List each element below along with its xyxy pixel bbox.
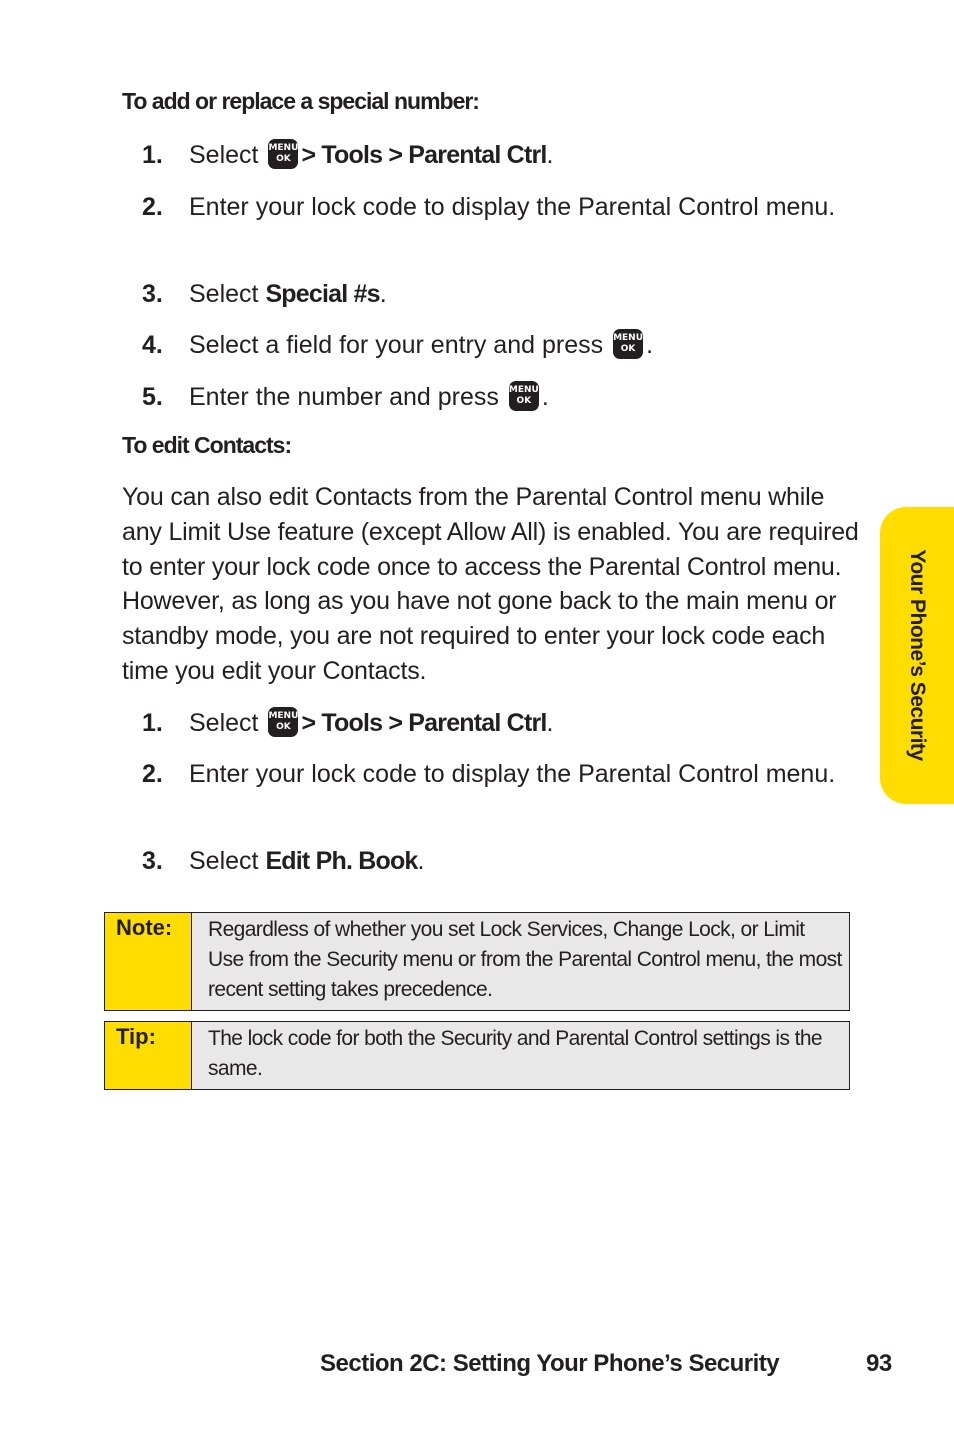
step-number: 3. <box>142 280 163 308</box>
menu-ok-key-icon: MENU OK <box>268 707 298 737</box>
tip-label: Tip: <box>116 1024 156 1049</box>
menu-option: Edit Ph. Book <box>265 847 418 875</box>
step-text: Enter your lock code to display the Parental Control menu. <box>189 193 836 221</box>
step-number: 1. <box>142 709 163 737</box>
step-text: Select Special #s. <box>189 280 387 308</box>
step-text: Select Edit Ph. Book. <box>189 847 425 875</box>
note-text: Regardless of whether you set Lock Services, Change Lock, or Limit Use from the Security menu or from the Parental Control menu, the most recent setting takes precedence. <box>208 918 842 1001</box>
menu-ok-key-icon: MENU OK <box>613 329 643 359</box>
tip-box <box>104 1021 850 1090</box>
section-heading-edit-contacts: To edit Contacts: <box>122 432 292 458</box>
note-box <box>104 912 850 1011</box>
tip-label-cell <box>105 1022 192 1089</box>
side-section-tab <box>880 507 954 804</box>
step-text: Select MENU OK > Tools > Parental Ctrl. <box>189 141 554 169</box>
step-number: 5. <box>142 383 163 411</box>
menu-path: > Tools > Parental Ctrl <box>301 709 547 737</box>
note-label-cell <box>105 913 192 1010</box>
side-tab-label: Your Phone’s Security <box>906 549 929 761</box>
note-label: Note: <box>116 915 173 940</box>
step-number: 2. <box>142 760 163 788</box>
tip-text: The lock code for both the Security and Parental Control settings is the same. <box>208 1027 822 1080</box>
step-number: 2. <box>142 193 163 221</box>
menu-ok-key-icon: MENU OK <box>509 381 539 411</box>
body-paragraph: You can also edit Contacts from the Parental Control menu while any Limit Use feature (except Allow All) is enabled. You are required to enter your lock code once to access the Parental Control menu. However, as long as you have not gone back to the main menu or standby mode, you are not required to enter your lock code each time you edit your Contacts. <box>122 483 859 685</box>
menu-option: Special #s <box>265 280 380 308</box>
page-number: 93 <box>866 1350 892 1377</box>
footer-section-title: Section 2C: Setting Your Phone’s Security <box>320 1350 780 1377</box>
step-text: Enter your lock code to display the Parental Control menu. <box>189 760 836 788</box>
step-text: Select MENU OK > Tools > Parental Ctrl. <box>189 709 554 737</box>
step-text: Enter the number and press MENU OK . <box>189 383 549 411</box>
menu-path: > Tools > Parental Ctrl <box>301 141 547 169</box>
step-text: Select a field for your entry and press MENU OK . <box>189 331 654 359</box>
menu-ok-key-icon: MENU OK <box>268 139 298 169</box>
step-number: 1. <box>142 141 163 169</box>
step-number: 4. <box>142 331 163 359</box>
step-number: 3. <box>142 847 163 875</box>
section-heading-add-special-number: To add or replace a special number: <box>122 88 479 114</box>
